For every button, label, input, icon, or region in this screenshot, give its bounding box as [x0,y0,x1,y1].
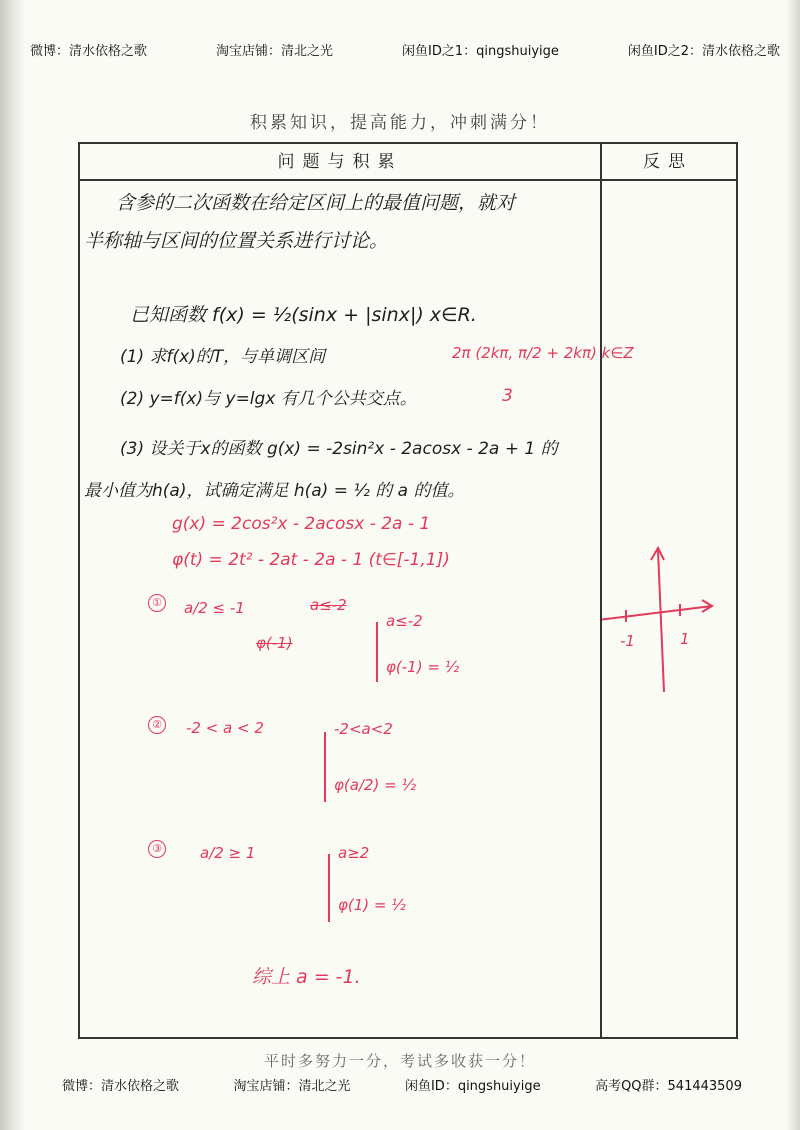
case-2-condition: -2 < a < 2 [186,719,264,737]
watermark-bottom-taobao: 淘宝店铺：清北之光 [233,1079,351,1094]
motto-top: 积累知识，提高能力，冲刺满分！ [250,113,550,133]
case-1-system-2: φ(-1) = ½ [386,658,460,676]
intro-line-2: 半称轴与区间的位置关系进行讨论。 [84,230,389,252]
watermark-top [30,40,780,59]
column-header-reflection: 反思 [643,152,693,172]
motto-bottom: 平时多努力一分，考试多收获一分！ [263,1052,536,1070]
intro-line-1: 含参的二次函数在给定区间上的最值问题，就对 [116,192,516,214]
question-1-answer: 2π (2kπ, π/2 + 2kπ) k∈Z [452,344,634,362]
watermark-bottom-xianyu: 闲鱼ID：qingshuiyige [404,1079,541,1094]
question-3-line-1: (3) 设关于x的函数 g(x) = -2sin²x - 2acosx - 2a + 1 的 [120,439,558,459]
question-2: (2) y=f(x)与 y=lgx 有几个公共交点。 [120,389,417,409]
work-step-2: φ(t) = 2t² - 2at - 2a - 1 (t∈[-1,1]) [172,550,450,570]
case-2-marker: ② [148,716,166,734]
case-3-system-2: φ(1) = ½ [338,896,406,914]
watermark-taobao: 淘宝店铺：清北之光 [216,44,334,59]
question-1: (1) 求f(x)的T，与单调区间 [120,347,326,367]
case-3-system-1: a≥2 [338,844,370,862]
watermark-bottom [62,1075,742,1094]
header-divider [80,179,736,181]
page-binding-shadow [0,0,26,1130]
case-3-marker: ③ [148,840,166,858]
case-2-system-1: -2<a<2 [334,720,393,738]
y-axis-line [658,550,664,692]
case-2-brace [324,732,326,802]
case-1-struck: a≤-2 [310,596,347,614]
case-1-condition: a/2 ≤ -1 [184,599,245,617]
case-1-marker: ① [148,594,166,612]
case-3-condition: a/2 ≥ 1 [200,844,256,862]
watermark-xianyu-2: 闲鱼ID之2：清水依格之歌 [627,44,780,59]
case-1-system-1: a≤-2 [386,612,423,630]
column-header-questions: 问题与积累 [277,152,403,172]
problem-statement: 已知函数 f(x) = ½(sinx + |sinx|) x∈R. [130,304,477,326]
page-edge-shadow [786,0,800,1130]
axis-label-one: 1 [680,630,690,648]
conclusion: 综上 a = -1. [252,966,361,988]
watermark-bottom-weibo: 微博：清水依格之歌 [62,1079,180,1094]
watermark-bottom-qq-group: 高考QQ群：541443509 [595,1079,742,1094]
question-3-line-2: 最小值为h(a)，试确定满足 h(a) = ½ 的 a 的值。 [84,481,465,501]
case-2-system-2: φ(a/2) = ½ [334,776,417,794]
axis-label-minus-one: -1 [620,632,635,650]
case-3-brace [328,854,330,922]
question-2-answer: 3 [502,386,513,406]
work-step-1: g(x) = 2cos²x - 2acosx - 2a - 1 [172,514,431,534]
axis-sketch [602,534,736,694]
watermark-weibo: 微博：清水依格之歌 [30,44,148,59]
notes-table [78,142,738,1039]
case-1-scratch: φ(-1) [256,634,293,652]
x-axis-line [602,606,712,620]
case-1-brace [376,622,378,682]
watermark-xianyu-1: 闲鱼ID之1：qingshuiyige [402,44,559,59]
